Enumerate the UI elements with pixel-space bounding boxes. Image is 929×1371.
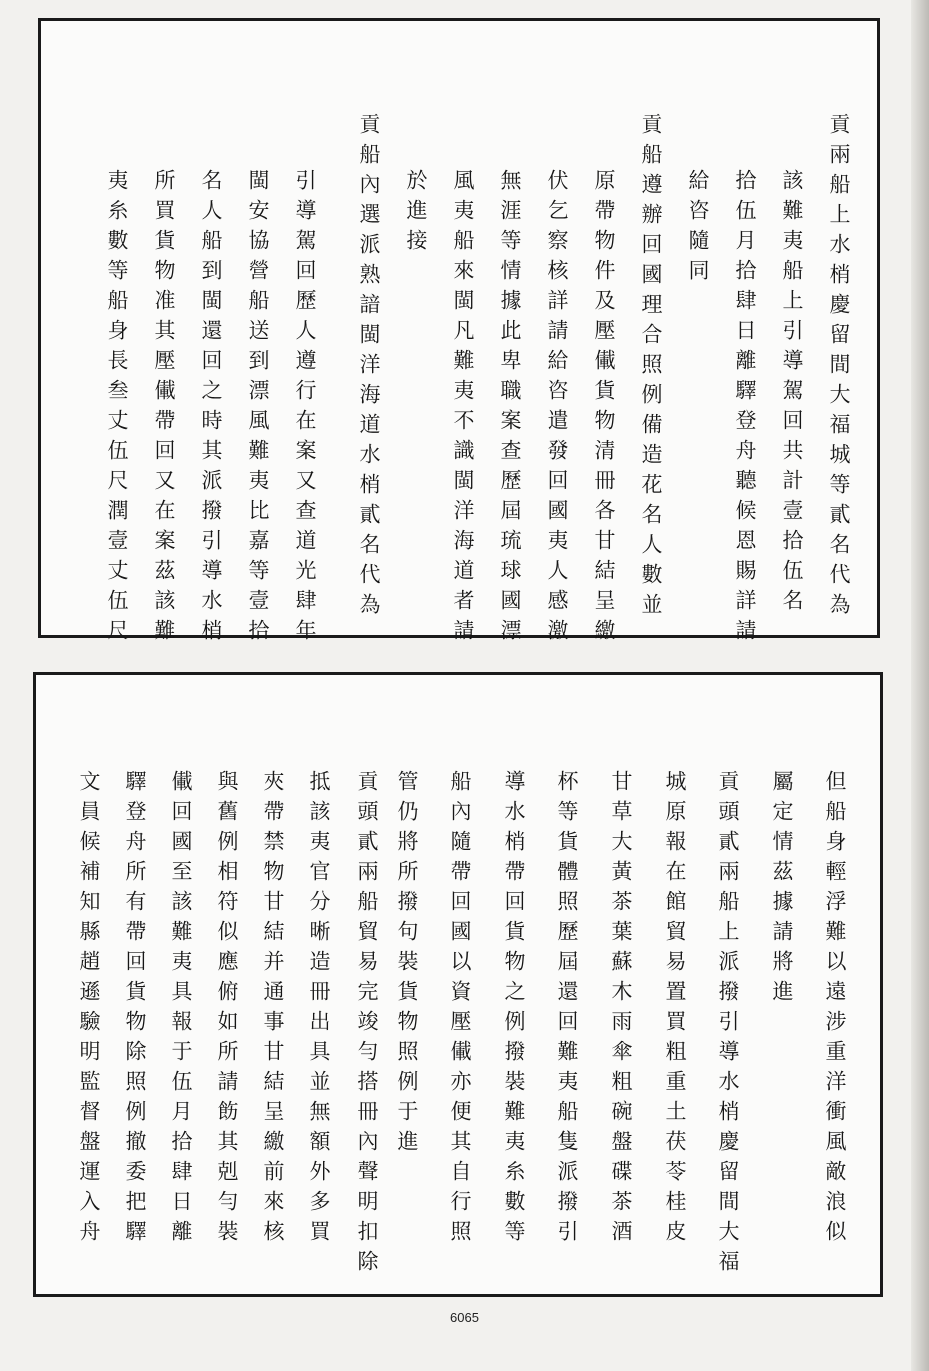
- document-panel-bottom: [33, 672, 883, 1297]
- text-column: 導水梢帶回貨物之例撥裝難夷糸數等: [502, 770, 526, 1250]
- text-column: 驛登舟所有帶回貨物除照例撤委把驛: [123, 770, 147, 1250]
- text-column: 城原報在館貿易置買粗重土茯苓桂皮: [663, 770, 687, 1250]
- text-column: 船內隨帶回國以資壓儎亦便其自行照: [448, 770, 472, 1250]
- text-column: 於進接: [404, 169, 428, 259]
- text-column: 抵該夷官分晰造冊出具並無額外多買: [307, 770, 331, 1250]
- text-column: 與舊例相符似應俯如所請飭其剋勻裝: [215, 770, 239, 1250]
- text-column: 屬定情茲據請將進: [770, 770, 794, 1010]
- text-column: 該難夷船上引導駕回共計壹拾伍名: [780, 169, 804, 619]
- text-column: 但船身輕浮難以遠涉重洋衝風敵浪似: [823, 770, 847, 1250]
- text-column: 杯等貨體照歷屆還回難夷船隻派撥引: [555, 770, 579, 1250]
- text-column: 文員候補知縣趙遜驗明監督盤運入舟: [77, 770, 101, 1250]
- text-column: 給咨隨同: [686, 169, 710, 289]
- text-column: 儎回國至該難夷具報于伍月拾肆日離: [169, 770, 193, 1250]
- text-column: 所買貨物准其壓儎帶回又在案茲該難: [152, 169, 176, 649]
- text-column: 甘草大黃茶葉蘇木雨傘粗碗盤碟茶酒: [609, 770, 633, 1250]
- text-column: 風夷船來閩凡難夷不識閩洋海道者請: [451, 169, 475, 649]
- text-column: 無涯等情據此卑職案查歷屆琉球國漂: [498, 169, 522, 649]
- text-column: 貢船內選派熟諳閩洋海道水梢貳名代為: [357, 113, 381, 623]
- text-column: 閩安協營船送到漂風難夷比嘉等壹拾: [246, 169, 270, 649]
- text-column: 夷糸數等船身長叁丈伍尺潤壹丈伍尺: [105, 169, 129, 649]
- text-column: 伏乞察核詳請給咨遣發回國夷人感激: [545, 169, 569, 649]
- text-column: 貢頭貳兩船貿易完竣勻搭冊內聲明扣除: [355, 770, 379, 1280]
- text-column: 貢兩船上水梢慶留間大福城等貳名代為: [827, 113, 851, 623]
- text-column: 引導駕回歷人遵行在案又查道光肆年: [293, 169, 317, 649]
- text-column: 夾帶禁物甘結并通事甘結呈繳前來核: [261, 770, 285, 1250]
- document-panel-top: [38, 18, 880, 649]
- book-spine-shadow: [911, 0, 929, 1371]
- text-column: 原帶物件及壓儎貨物清冊各甘結呈繳: [592, 169, 616, 649]
- text-column: 拾伍月拾肆日離驛登舟聽候恩賜詳請: [733, 169, 757, 649]
- text-column: 貢船遵辦回國理合照例備造花名人數並: [639, 113, 663, 623]
- text-column: 貢頭貳兩船上派撥引導水梢慶留間大福: [716, 770, 740, 1280]
- text-column: 名人船到閩還回之時其派撥引導水梢: [199, 169, 223, 649]
- text-column: 管仍將所撥句裝貨物照例于進: [395, 770, 419, 1160]
- page-number: 6065: [450, 1310, 479, 1325]
